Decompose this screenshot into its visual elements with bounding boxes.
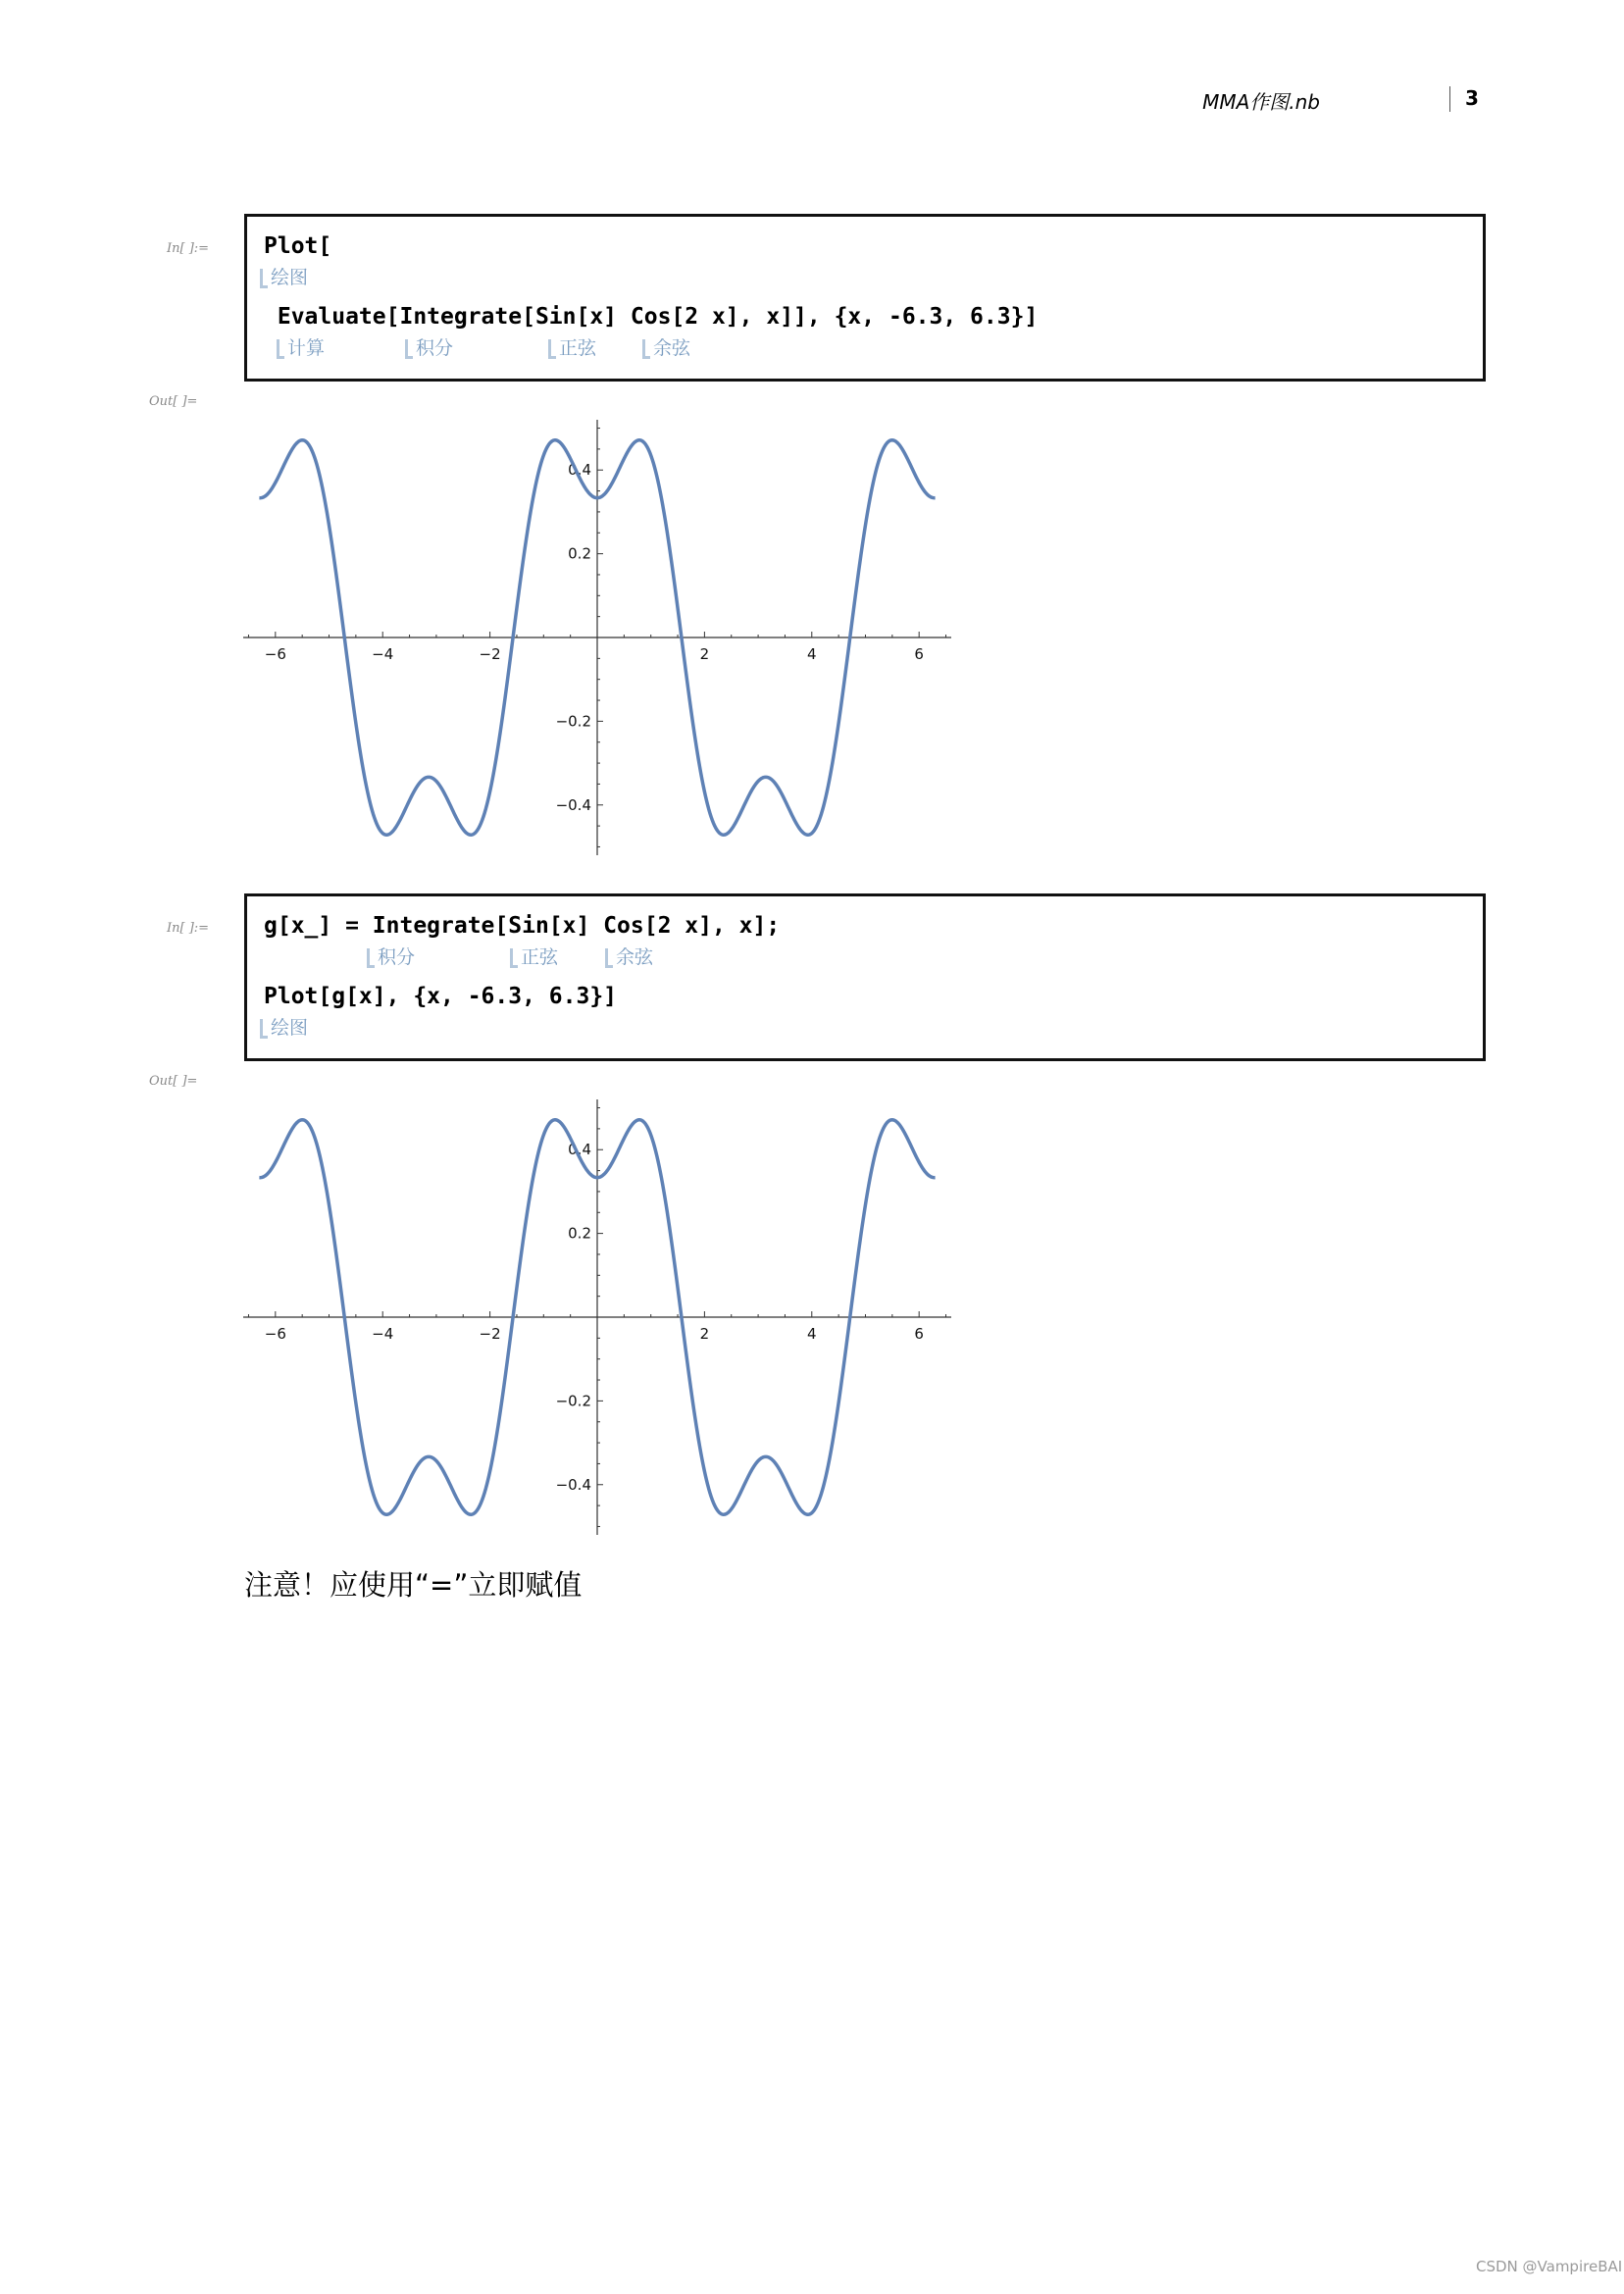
x-tick-label: 2 [699,645,710,663]
page-number: 3 [1465,86,1479,110]
output-label: Out[ ]= [149,1074,198,1089]
watermark: CSDN @VampireBAI [1476,2258,1623,2275]
x-tick-label: −4 [372,1325,394,1343]
y-tick-label: 0.2 [568,1224,591,1243]
y-tick-label: −0.2 [555,712,591,731]
annotation-cos: 余弦 [605,948,653,966]
annotation-sin: 正弦 [510,948,558,966]
annotation-integrate: 积分 [367,948,415,966]
document-title: MMA作图.nb [1202,90,1320,114]
annotation-plot: 绘图 [260,1019,308,1037]
x-tick-label: 6 [914,1325,924,1343]
x-tick-label: −6 [264,645,286,663]
x-tick-label: −2 [479,1325,501,1343]
y-tick-label: 0.4 [568,1141,591,1159]
code-line[interactable]: g[x_] = Integrate[Sin[x] Cos[2 x], x]; [264,913,781,939]
code-line[interactable]: Plot[ [264,233,332,259]
annotation-integrate: 积分 [405,339,453,357]
annotation-cos: 余弦 [642,339,690,357]
y-tick-label: 0.2 [568,544,591,563]
input-label: In[ ]:= [167,921,210,936]
x-tick-label: −6 [264,1325,286,1343]
code-line[interactable]: Plot[g[x], {x, -6.3, 6.3}] [264,984,618,1009]
output-label: Out[ ]= [149,394,198,409]
input-cell[interactable] [244,893,1486,1061]
annotation-sin: 正弦 [548,339,596,357]
y-tick-label: −0.2 [555,1392,591,1410]
x-tick-label: 2 [699,1325,710,1343]
x-tick-label: 4 [807,645,817,663]
x-tick-label: 4 [807,1325,817,1343]
annotation-plot: 绘图 [260,269,308,286]
plot-output [235,412,981,863]
code-line[interactable]: Evaluate[Integrate[Sin[x] Cos[2 x], x]], {x, -6.3, 6.3}] [264,304,1039,330]
y-tick-label: −0.4 [555,1475,591,1494]
input-label: In[ ]:= [167,241,210,256]
x-tick-label: −2 [479,645,501,663]
x-tick-label: 6 [914,645,924,663]
note-text: 注意！应使用“=”立即赋值 [244,1568,583,1602]
annotation-evaluate: 计算 [277,339,325,357]
plot-output [235,1092,981,1543]
x-tick-label: −4 [372,645,394,663]
y-tick-label: −0.4 [555,795,591,814]
y-tick-label: 0.4 [568,461,591,480]
header-separator [1449,86,1450,112]
input-cell[interactable] [244,214,1486,382]
